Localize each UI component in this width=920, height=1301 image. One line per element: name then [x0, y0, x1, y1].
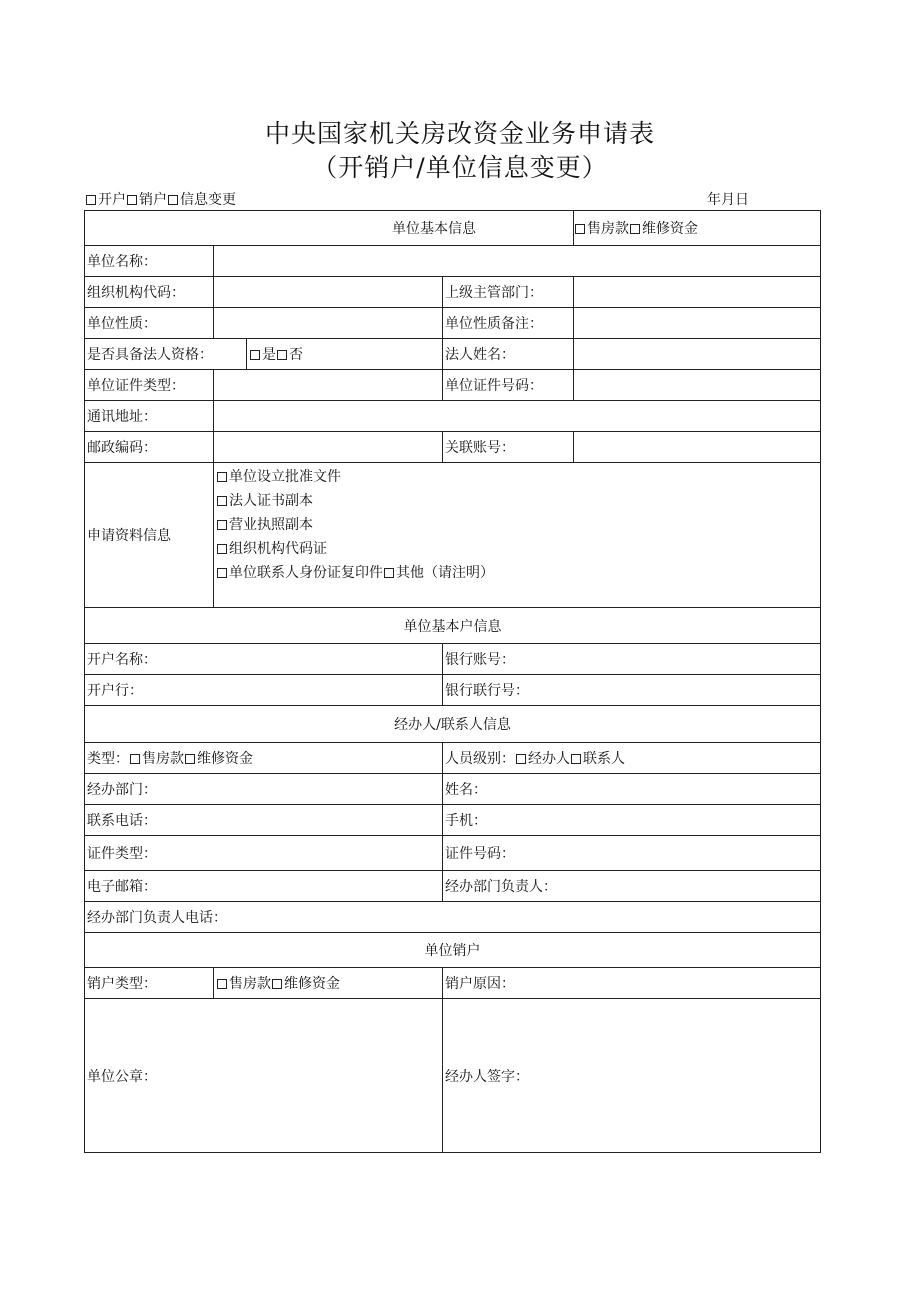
postcode-label: 邮政编码： [85, 432, 214, 463]
materials-checklist [214, 463, 821, 608]
bank-account-no-label: 银行账号： [443, 644, 821, 675]
section-header-closing: 单位销户 [85, 933, 821, 968]
material-contact-id-copy: 单位联系人身份证复印件 [229, 565, 383, 581]
address-row [85, 401, 821, 432]
unit-basic-header-row [85, 211, 821, 246]
cert-type-row [85, 370, 821, 401]
checkbox-contact-maintenance-fund[interactable] [185, 754, 195, 764]
fund-type-options [574, 211, 821, 246]
checkbox-open-account[interactable] [86, 195, 96, 205]
option-handler: 经办人 [528, 751, 570, 767]
section-header-contact: 经办人/联系人信息 [85, 706, 821, 743]
contact-email-row [85, 871, 821, 902]
bank-code-label: 银行联行号： [443, 675, 821, 706]
legal-qualification-label: 是否具备法人资格： [85, 339, 247, 370]
contact-id-row [85, 836, 821, 871]
supervisor-label: 上级主管部门： [443, 277, 574, 308]
materials-row [85, 463, 821, 608]
option-close-account: 销户 [139, 192, 167, 208]
contact-dept-label: 经办部门： [85, 774, 443, 805]
contact-type-row [85, 743, 821, 774]
unit-name-row [85, 246, 821, 277]
checkbox-legal-cert[interactable] [217, 496, 227, 506]
material-business-license: 营业执照副本 [229, 517, 313, 533]
material-legal-cert: 法人证书副本 [229, 493, 313, 509]
contact-type-cell [85, 743, 443, 774]
material-item [216, 465, 818, 489]
contact-level-cell [443, 743, 821, 774]
material-item [216, 513, 818, 537]
checkbox-sale-fund[interactable] [575, 224, 585, 234]
closing-header-row [85, 933, 821, 968]
option-sale-fund: 售房款 [587, 221, 629, 237]
linked-account-field[interactable] [574, 432, 821, 463]
legal-qualification-row [85, 339, 821, 370]
form-title: 中央国家机关房改资金业务申请表 [264, 119, 655, 148]
material-approval-doc: 单位设立批准文件 [229, 469, 341, 485]
contact-phone-label: 联系电话： [85, 805, 443, 836]
contact-header-row [85, 706, 821, 743]
checkbox-business-license[interactable] [217, 520, 227, 530]
account-name-row [85, 644, 821, 675]
checkbox-no[interactable] [277, 350, 287, 360]
section-header-bank-account: 单位基本户信息 [85, 608, 821, 644]
checkbox-handler[interactable] [516, 754, 526, 764]
unit-nature-label: 单位性质： [85, 308, 214, 339]
contact-mobile-label: 手机： [443, 805, 821, 836]
section-header-unit-basic: 单位基本信息 [85, 211, 574, 246]
material-item [216, 561, 818, 585]
bank-row [85, 675, 821, 706]
legal-name-label: 法人姓名： [443, 339, 574, 370]
closing-type-label: 销户类型： [85, 968, 214, 999]
handler-signature-area[interactable]: 经办人签字： [443, 999, 821, 1153]
option-maintenance-fund: 维修资金 [642, 221, 698, 237]
address-label: 通讯地址： [85, 401, 214, 432]
application-form-table [84, 210, 821, 1153]
checkbox-contact-id-copy[interactable] [217, 568, 227, 578]
option-closing-sale-fund: 售房款 [229, 976, 271, 992]
cert-no-label: 单位证件号码： [443, 370, 574, 401]
cert-type-label: 单位证件类型： [85, 370, 214, 401]
closing-type-row [85, 968, 821, 999]
option-contact-person: 联系人 [583, 751, 625, 767]
contact-email-label: 电子邮箱： [85, 871, 443, 902]
bank-account-header-row [85, 608, 821, 644]
postcode-row [85, 432, 821, 463]
org-code-field[interactable] [214, 277, 443, 308]
legal-name-field[interactable] [574, 339, 821, 370]
date-label: 年月日 [707, 192, 749, 208]
option-contact-maintenance-fund: 维修资金 [197, 751, 253, 767]
option-contact-sale-fund: 售房款 [142, 751, 184, 767]
cert-no-field[interactable] [574, 370, 821, 401]
unit-name-field[interactable] [214, 246, 821, 277]
checkbox-other[interactable] [384, 568, 394, 578]
option-yes: 是 [262, 347, 276, 363]
cert-type-field[interactable] [214, 370, 443, 401]
contact-dept-head-label: 经办部门负责人： [443, 871, 821, 902]
contact-id-type-label: 证件类型： [85, 836, 443, 871]
operation-type-options [85, 190, 236, 210]
form-subtitle: （开销户/单位信息变更） [312, 153, 608, 182]
account-name-label: 开户名称： [85, 644, 443, 675]
checkbox-contact-person[interactable] [571, 754, 581, 764]
signature-row [85, 999, 821, 1153]
unit-nature-row [85, 308, 821, 339]
unit-seal-area[interactable]: 单位公章： [85, 999, 443, 1153]
contact-dept-row [85, 774, 821, 805]
dept-head-phone-row [85, 902, 821, 933]
checkbox-info-change[interactable] [168, 195, 178, 205]
option-open-account: 开户 [98, 192, 126, 208]
checkbox-maintenance-fund[interactable] [630, 224, 640, 234]
unit-nature-note-field[interactable] [574, 308, 821, 339]
linked-account-label: 关联账号： [443, 432, 574, 463]
checkbox-closing-maintenance-fund[interactable] [272, 979, 282, 989]
unit-nature-note-label: 单位性质备注： [443, 308, 574, 339]
dept-head-phone-label: 经办部门负责人电话： [85, 902, 821, 933]
org-code-row [85, 277, 821, 308]
material-item [216, 489, 818, 513]
materials-label: 申请资料信息 [85, 463, 214, 608]
contact-phone-row [85, 805, 821, 836]
option-closing-maintenance-fund: 维修资金 [284, 976, 340, 992]
checkbox-approval-doc[interactable] [217, 472, 227, 482]
bank-label: 开户行： [85, 675, 443, 706]
checkbox-yes[interactable] [250, 350, 260, 360]
material-org-code-cert: 组织机构代码证 [229, 541, 327, 557]
contact-type-label: 类型： [87, 751, 129, 767]
checkbox-org-code-cert[interactable] [217, 544, 227, 554]
checkbox-contact-sale-fund[interactable] [130, 754, 140, 764]
yes-no-options [247, 339, 443, 370]
unit-name-label: 单位名称： [85, 246, 214, 277]
material-item [216, 537, 818, 561]
checkbox-close-account[interactable] [127, 195, 137, 205]
checkbox-closing-sale-fund[interactable] [217, 979, 227, 989]
address-field[interactable] [214, 401, 821, 432]
unit-nature-field[interactable] [214, 308, 443, 339]
postcode-field[interactable] [214, 432, 443, 463]
contact-level-label: 人员级别： [445, 751, 515, 767]
closing-type-options [214, 968, 443, 999]
closing-reason-label: 销户原因： [443, 968, 821, 999]
supervisor-field[interactable] [574, 277, 821, 308]
material-other: 其他（请注明） [396, 565, 494, 581]
org-code-label: 组织机构代码： [85, 277, 214, 308]
contact-id-no-label: 证件号码： [443, 836, 821, 871]
option-info-change: 信息变更 [180, 192, 236, 208]
option-no: 否 [289, 347, 303, 363]
contact-name-label: 姓名： [443, 774, 821, 805]
